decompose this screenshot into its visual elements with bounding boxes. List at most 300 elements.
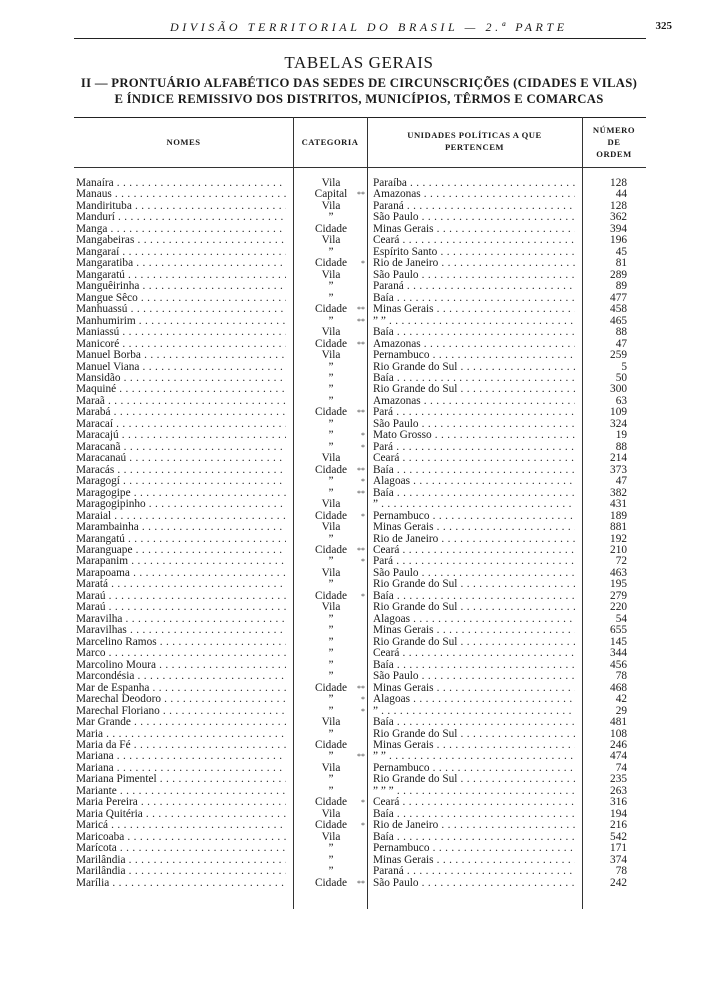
table-row <box>0 602 718 613</box>
place-name: Mangaraí . . . <box>76 247 286 258</box>
category: ” <box>328 647 334 660</box>
subtitle-line-2: E ÍNDICE REMISSIVO DOS DISTRITOS, MUNICÍPIOS, TÊRMOS E COMARCAS <box>114 92 604 106</box>
political-unit: Minas Gerais . . . <box>373 224 575 235</box>
category-mark: ** <box>357 488 365 498</box>
category-mark: * <box>361 557 365 567</box>
table-row <box>0 350 718 361</box>
table-row <box>0 304 718 315</box>
place-name: Maria Pereira . . . <box>76 797 286 808</box>
table-body <box>0 178 718 889</box>
order-number: 210 <box>610 544 627 556</box>
header-unidades-line2: PERTENCEM <box>444 142 505 152</box>
order-number: 45 <box>615 245 627 258</box>
political-unit: São Paulo . . . <box>373 212 575 223</box>
table-row <box>0 522 718 533</box>
category: Vila <box>321 716 341 729</box>
category: Vila <box>321 177 341 189</box>
category: ” <box>328 658 334 671</box>
place-name: Maranguape . . . <box>76 545 286 556</box>
political-unit: Paraná . . . <box>373 866 575 877</box>
place-name: Maravilha . . . <box>76 614 286 625</box>
political-unit: Rio Grande do Sul . . . <box>373 579 575 590</box>
table-row <box>0 316 718 327</box>
political-unit: ” ” . . . <box>373 751 575 762</box>
category: Cidade <box>315 796 347 809</box>
table-row <box>0 820 718 831</box>
political-unit: Minas Gerais . . . <box>373 522 575 533</box>
place-name: Maraial . . . <box>76 511 286 522</box>
order-number: 242 <box>610 876 627 889</box>
political-unit: Baía . . . <box>373 488 575 499</box>
category-mark: * <box>361 259 365 269</box>
category: ” <box>328 314 334 327</box>
place-name: Maracanaú . . . <box>76 453 286 464</box>
category: Cidade <box>315 257 347 270</box>
category: Cidade <box>315 819 347 832</box>
order-number: 171 <box>610 842 627 855</box>
place-name: Mandirituba . . . <box>76 201 286 212</box>
order-number: 189 <box>610 509 627 522</box>
section-title: TABELAS GERAIS <box>284 53 434 72</box>
place-name: Marícota . . . <box>76 843 286 854</box>
category-mark: * <box>361 477 365 487</box>
category: Capital <box>314 188 348 201</box>
header-categoria: CATEGORIA <box>301 137 359 147</box>
table-row <box>0 430 718 441</box>
category-mark: * <box>361 821 365 831</box>
running-title: DIVISÃO TERRITORIAL DO BRASIL — 2.ª PARTE <box>170 20 568 34</box>
political-unit: Rio de Janeiro . . . <box>373 820 575 831</box>
political-unit: Minas Gerais . . . <box>373 683 575 694</box>
place-name: Maragogí . . . <box>76 476 286 487</box>
political-unit: Minas Gerais . . . <box>373 625 575 636</box>
table-row <box>0 751 718 762</box>
order-number: 194 <box>610 807 627 820</box>
category: Vila <box>321 326 341 339</box>
political-unit: Amazonas . . . <box>373 189 575 200</box>
category: ” <box>328 440 334 453</box>
category: ” <box>328 245 334 258</box>
category-mark: ** <box>357 339 365 349</box>
table-row <box>0 270 718 281</box>
category: ” <box>328 475 334 488</box>
place-name: Mariante . . . <box>76 786 286 797</box>
place-name: Marechal Floriano . . . <box>76 706 286 717</box>
category: Cidade <box>315 738 347 751</box>
category: ” <box>328 853 334 866</box>
table-row <box>0 453 718 464</box>
category: Cidade <box>315 509 347 522</box>
category-mark: * <box>361 591 365 601</box>
order-number: 382 <box>610 486 627 499</box>
category: Vila <box>321 452 341 465</box>
political-unit: Pernambuco . . . <box>373 350 575 361</box>
political-unit: Minas Gerais . . . <box>373 304 575 315</box>
order-number: 214 <box>610 452 627 465</box>
political-unit: Amazonas . . . <box>373 339 575 350</box>
category: ” <box>328 727 334 740</box>
header-numero-line2: DE <box>607 137 621 147</box>
political-unit: Minas Gerais . . . <box>373 855 575 866</box>
order-number: 216 <box>610 819 627 832</box>
category-mark: ** <box>357 408 365 418</box>
order-number: 72 <box>615 555 627 568</box>
category: ” <box>328 532 334 545</box>
place-name: Maracajú . . . <box>76 430 286 441</box>
political-unit: Rio Grande do Sul . . . <box>373 729 575 740</box>
order-number: 374 <box>610 853 627 866</box>
order-number: 220 <box>610 601 627 614</box>
category: ” <box>328 417 334 430</box>
category: Vila <box>321 268 341 281</box>
header-unidades-line1: UNIDADES POLÍTICAS A QUE <box>407 130 542 140</box>
table-row <box>0 247 718 258</box>
place-name: Marapanim . . . <box>76 556 286 567</box>
page-number: 325 <box>655 20 672 32</box>
order-number: 263 <box>610 784 627 797</box>
category-mark: ** <box>357 465 365 475</box>
order-number: 373 <box>610 463 627 476</box>
category: Cidade <box>315 876 347 889</box>
category: Cidade <box>315 463 347 476</box>
category: Vila <box>321 830 341 843</box>
category: Cidade <box>315 681 347 694</box>
place-name: Mariana . . . <box>76 751 286 762</box>
table-row <box>0 465 718 476</box>
order-number: 195 <box>610 578 627 591</box>
place-name: Mangue Sêco . . . <box>76 293 286 304</box>
place-name: Mangaratiba . . . <box>76 258 286 269</box>
table-row <box>0 694 718 705</box>
category: Vila <box>321 349 341 362</box>
order-number: 362 <box>610 211 627 224</box>
place-name: Marilândia . . . <box>76 855 286 866</box>
political-unit: Pará . . . <box>373 442 575 453</box>
place-name: Maria da Fé . . . <box>76 740 286 751</box>
table-row <box>0 499 718 510</box>
order-number: 5 <box>621 360 627 373</box>
category: ” <box>328 555 334 568</box>
political-unit: Pará . . . <box>373 556 575 567</box>
category: ” <box>328 211 334 224</box>
political-unit: Baía . . . <box>373 717 575 728</box>
category-mark: ** <box>357 752 365 762</box>
political-unit: Pará . . . <box>373 407 575 418</box>
place-name: Maraú . . . <box>76 591 286 602</box>
place-name: Maraú . . . <box>76 602 286 613</box>
place-name: Maraã . . . <box>76 396 286 407</box>
political-unit: ” . . . <box>373 706 575 717</box>
place-name: Mar Grande . . . <box>76 717 286 728</box>
place-name: Mangabeiras . . . <box>76 235 286 246</box>
place-name: Manaus . . . <box>76 189 286 200</box>
political-unit: Baía . . . <box>373 591 575 602</box>
place-name: Maragogipinho . . . <box>76 499 286 510</box>
political-unit: Baía . . . <box>373 809 575 820</box>
order-number: 63 <box>615 394 627 407</box>
place-name: Manhumirim . . . <box>76 316 286 327</box>
header-numero-line3: ORDEM <box>596 149 632 159</box>
category: ” <box>328 429 334 442</box>
place-name: Marco . . . <box>76 648 286 659</box>
category: Cidade <box>315 406 347 419</box>
order-number: 29 <box>615 704 627 717</box>
order-number: 88 <box>615 326 627 339</box>
category: Cidade <box>315 544 347 556</box>
place-name: Maracás . . . <box>76 465 286 476</box>
order-number: 344 <box>610 647 627 660</box>
political-unit: Paraíba . . . <box>373 178 575 189</box>
category: Cidade <box>315 589 347 602</box>
political-unit: Espírito Santo . . . <box>373 247 575 258</box>
political-unit: Ceará . . . <box>373 797 575 808</box>
order-number: 474 <box>610 750 627 763</box>
order-number: 481 <box>610 716 627 729</box>
place-name: Mariana Pimentel . . . <box>76 774 286 785</box>
political-unit: ” . . . <box>373 499 575 510</box>
place-name: Marangatú . . . <box>76 534 286 545</box>
order-number: 78 <box>615 865 627 878</box>
category-mark: ** <box>357 683 365 693</box>
order-number: 192 <box>610 532 627 545</box>
political-unit: Baía . . . <box>373 293 575 304</box>
category-mark: * <box>361 431 365 441</box>
order-number: 316 <box>610 796 627 809</box>
order-number: 458 <box>610 303 627 316</box>
order-number: 477 <box>610 291 627 304</box>
category-mark: ** <box>357 878 365 888</box>
category: ” <box>328 371 334 384</box>
subtitle-line-1: II — PRONTUÁRIO ALFABÉTICO DAS SEDES DE CIRCUNSCRIÇÕES (CIDADES E VILAS) <box>80 76 638 90</box>
category: Vila <box>321 199 341 212</box>
order-number: 235 <box>610 773 627 786</box>
order-number: 279 <box>610 589 627 602</box>
table-row <box>0 648 718 659</box>
order-number: 47 <box>615 475 627 488</box>
category: Cidade <box>315 303 347 316</box>
category: ” <box>328 750 334 763</box>
place-name: Maria . . . <box>76 729 286 740</box>
political-unit: São Paulo . . . <box>373 878 575 889</box>
order-number: 145 <box>610 635 627 648</box>
place-name: Mangaratú . . . <box>76 270 286 281</box>
political-unit: Minas Gerais . . . <box>373 740 575 751</box>
order-number: 108 <box>610 727 627 740</box>
political-unit: ” ” . . . <box>373 316 575 327</box>
place-name: Mandurí . . . <box>76 212 286 223</box>
category: ” <box>328 704 334 717</box>
category: Cidade <box>315 337 347 350</box>
place-name: Marcelino Ramos . . . <box>76 637 286 648</box>
order-number: 44 <box>615 188 627 201</box>
order-number: 259 <box>610 349 627 362</box>
place-name: Manaíra . . . <box>76 178 286 189</box>
place-name: Mar de Espanha . . . <box>76 683 286 694</box>
table-row <box>0 717 718 728</box>
order-number: 300 <box>610 383 627 396</box>
category: ” <box>328 280 334 293</box>
category: Vila <box>321 601 341 614</box>
political-unit: Rio Grande do Sul . . . <box>373 637 575 648</box>
order-number: 128 <box>610 177 627 189</box>
table-row <box>0 843 718 854</box>
political-unit: Paraná . . . <box>373 281 575 292</box>
category-mark: ** <box>357 316 365 326</box>
political-unit: Rio de Janeiro . . . <box>373 534 575 545</box>
order-number: 246 <box>610 738 627 751</box>
category-mark: ** <box>357 546 365 555</box>
category: ” <box>328 670 334 683</box>
header-nomes: NOMES <box>166 137 201 147</box>
table-row <box>0 476 718 487</box>
political-unit: Baía . . . <box>373 660 575 671</box>
political-unit: Rio de Janeiro . . . <box>373 258 575 269</box>
table-row <box>0 419 718 430</box>
order-number: 542 <box>610 830 627 843</box>
table-top-rule <box>74 117 646 118</box>
order-number: 324 <box>610 417 627 430</box>
table-row <box>0 866 718 877</box>
political-unit: São Paulo . . . <box>373 270 575 281</box>
running-header <box>0 20 718 40</box>
order-number: 50 <box>615 371 627 384</box>
place-name: Maricoaba . . . <box>76 832 286 843</box>
order-number: 289 <box>610 268 627 281</box>
category: ” <box>328 693 334 706</box>
place-name: Maricá . . . <box>76 820 286 831</box>
political-unit: São Paulo . . . <box>373 671 575 682</box>
category-mark: * <box>361 511 365 521</box>
order-number: 81 <box>615 257 627 270</box>
political-unit: Baía . . . <box>373 373 575 384</box>
political-unit: Baía . . . <box>373 465 575 476</box>
category: ” <box>328 635 334 648</box>
political-unit: Alagoas . . . <box>373 694 575 705</box>
table-row <box>0 384 718 395</box>
table-row <box>0 671 718 682</box>
place-name: Manicoré . . . <box>76 339 286 350</box>
category: Vila <box>321 521 341 534</box>
order-number: 74 <box>615 761 627 774</box>
political-unit: Rio Grande do Sul . . . <box>373 384 575 395</box>
place-name: Manga . . . <box>76 224 286 235</box>
political-unit: Baía . . . <box>373 832 575 843</box>
place-name: Maragogipe . . . <box>76 488 286 499</box>
order-number: 88 <box>615 440 627 453</box>
political-unit: Rio Grande do Sul . . . <box>373 774 575 785</box>
order-number: 54 <box>615 612 627 625</box>
category: ” <box>328 773 334 786</box>
order-number: 78 <box>615 670 627 683</box>
order-number: 456 <box>610 658 627 671</box>
header-numero-line1: NÚMERO <box>592 125 636 135</box>
place-name: Marambainha . . . <box>76 522 286 533</box>
place-name: Marília . . . <box>76 878 286 889</box>
category: ” <box>328 578 334 591</box>
category: Vila <box>321 761 341 774</box>
political-unit: Rio Grande do Sul . . . <box>373 602 575 613</box>
order-number: 463 <box>610 566 627 579</box>
political-unit: Ceará . . . <box>373 545 575 556</box>
political-unit: Amazonas . . . <box>373 396 575 407</box>
table-row <box>0 362 718 373</box>
table-row <box>0 235 718 246</box>
political-unit: Ceará . . . <box>373 648 575 659</box>
category: ” <box>328 291 334 304</box>
place-name: Maniassú . . . <box>76 327 286 338</box>
place-name: Maracanã . . . <box>76 442 286 453</box>
category: ” <box>328 624 334 637</box>
place-name: Marcondésia . . . <box>76 671 286 682</box>
category: Vila <box>321 498 341 511</box>
political-unit: Ceará . . . <box>373 235 575 246</box>
order-number: 431 <box>610 498 627 511</box>
political-unit: Alagoas . . . <box>373 476 575 487</box>
order-number: 196 <box>610 234 627 247</box>
order-number: 47 <box>615 337 627 350</box>
place-name: Maracaí . . . <box>76 419 286 430</box>
political-unit: ” ” ” . . . <box>373 786 575 797</box>
order-number: 128 <box>610 199 627 212</box>
header-bottom-rule <box>74 167 646 168</box>
table-row <box>0 545 718 556</box>
political-unit: Paraná . . . <box>373 201 575 212</box>
table-row <box>0 878 718 889</box>
place-name: Marilândia . . . <box>76 866 286 877</box>
category: ” <box>328 865 334 878</box>
place-name: Marapoama . . . <box>76 568 286 579</box>
political-unit: Alagoas . . . <box>373 614 575 625</box>
order-number: 655 <box>610 624 627 637</box>
order-number: 42 <box>615 693 627 706</box>
place-name: Marechal Deodoro . . . <box>76 694 286 705</box>
political-unit: Pernambuco . . . <box>373 511 575 522</box>
political-unit: Ceará . . . <box>373 453 575 464</box>
category: ” <box>328 394 334 407</box>
place-name: Maria Quitéria . . . <box>76 809 286 820</box>
category: ” <box>328 486 334 499</box>
table-row <box>0 683 718 694</box>
order-number: 465 <box>610 314 627 327</box>
table-row <box>0 327 718 338</box>
table-row <box>0 855 718 866</box>
category: Vila <box>321 807 341 820</box>
order-number: 468 <box>610 681 627 694</box>
political-unit: Pernambuco . . . <box>373 843 575 854</box>
category-mark: ** <box>357 305 365 315</box>
header-rule <box>74 38 646 39</box>
order-number: 394 <box>610 222 627 235</box>
place-name: Manuel Borba . . . <box>76 350 286 361</box>
place-name: Manhuassú . . . <box>76 304 286 315</box>
political-unit: São Paulo . . . <box>373 419 575 430</box>
category: Vila <box>321 566 341 579</box>
category: ” <box>328 784 334 797</box>
category-mark: * <box>361 442 365 452</box>
category: Vila <box>321 234 341 247</box>
order-number: 19 <box>615 429 627 442</box>
order-number: 109 <box>610 406 627 419</box>
place-name: Mariana . . . <box>76 763 286 774</box>
category: ” <box>328 360 334 373</box>
category-mark: * <box>361 798 365 808</box>
place-name: Maratá . . . <box>76 579 286 590</box>
place-name: Marabá . . . <box>76 407 286 418</box>
political-unit: Rio Grande do Sul . . . <box>373 362 575 373</box>
table-row <box>0 178 718 189</box>
place-name: Manuel Viana . . . <box>76 362 286 373</box>
category-mark: * <box>361 695 365 705</box>
